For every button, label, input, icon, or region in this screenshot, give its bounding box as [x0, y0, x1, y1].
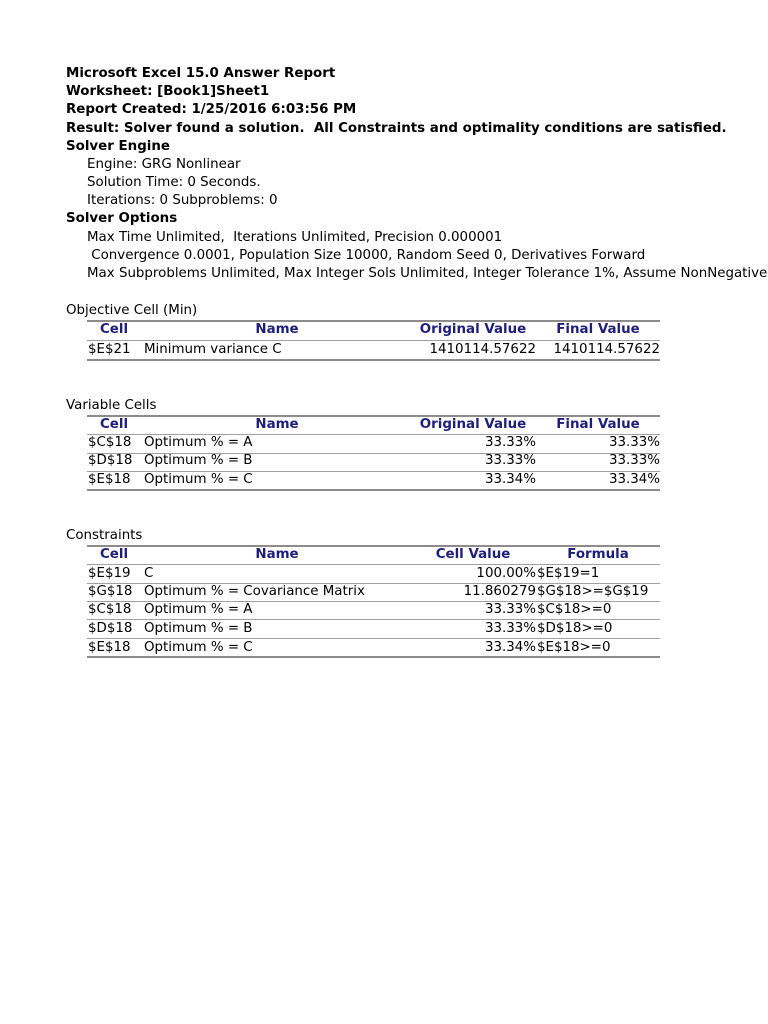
row-cell: $G$18	[88, 584, 133, 599]
row-cell: $D$18	[88, 453, 133, 468]
row-name: Optimum % = C	[144, 472, 253, 487]
header-cell: Cell	[99, 322, 129, 337]
row-original-value: 33.34%	[484, 472, 536, 487]
row-cell-value: 33.33%	[484, 621, 536, 636]
header-original-value: Original Value	[419, 417, 527, 432]
row-formula: $E$19=1	[537, 566, 600, 581]
row-name: Optimum % = A	[144, 435, 253, 450]
solver-options-heading: Solver Options	[66, 211, 178, 226]
constraints-section-label: Constraints	[66, 528, 143, 543]
objective-section-label: Objective Cell (Min)	[66, 303, 198, 318]
variables-section-label: Variable Cells	[66, 398, 157, 413]
row-final-value: 1410114.57622	[553, 342, 660, 357]
row-cell-value: 11.860279	[463, 584, 536, 599]
header-name: Name	[255, 417, 299, 432]
report-title: Microsoft Excel 15.0 Answer Report	[66, 66, 336, 81]
header-original-value: Original Value	[419, 322, 527, 337]
row-cell-value: 100.00%	[476, 566, 536, 581]
row-name: Optimum % = B	[144, 621, 253, 636]
report-created: Report Created: 1/25/2016 6:03:56 PM	[66, 102, 357, 117]
options-line: Convergence 0.0001, Population Size 10000, Random Seed 0, Derivatives Forward	[87, 248, 646, 263]
row-formula: $C$18>=0	[537, 602, 612, 617]
header-formula: Formula	[567, 547, 629, 562]
row-cell: $E$19	[88, 566, 131, 581]
row-formula: $E$18>=0	[537, 640, 611, 655]
row-cell: $C$18	[88, 602, 132, 617]
row-cell: $D$18	[88, 621, 133, 636]
solver-engine-heading: Solver Engine	[66, 139, 170, 154]
row-final-value: 33.33%	[608, 435, 660, 450]
row-cell: $E$18	[88, 640, 131, 655]
header-name: Name	[255, 322, 299, 337]
table-bottom-rule	[87, 656, 660, 658]
header-name: Name	[255, 547, 299, 562]
options-line: Max Subproblems Unlimited, Max Integer Sols Unlimited, Integer Tolerance 1%, Assume NonNegative	[87, 266, 768, 281]
row-name: Optimum % = C	[144, 640, 253, 655]
header-cell: Cell	[99, 547, 129, 562]
row-original-value: 33.33%	[484, 435, 536, 450]
row-cell-value: 33.33%	[484, 602, 536, 617]
row-cell: $C$18	[88, 435, 132, 450]
row-name: C	[144, 566, 154, 581]
row-original-value: 33.33%	[484, 453, 536, 468]
row-name: Optimum % = A	[144, 602, 253, 617]
engine-line: Engine: GRG Nonlinear	[87, 157, 241, 172]
report-worksheet: Worksheet: [Book1]Sheet1	[66, 84, 270, 99]
iterations-line: Iterations: 0 Subproblems: 0	[87, 193, 278, 208]
solution-time-line: Solution Time: 0 Seconds.	[87, 175, 261, 190]
row-cell: $E$21	[88, 342, 131, 357]
header-final-value: Final Value	[556, 322, 640, 337]
row-name: Minimum variance C	[144, 342, 282, 357]
report-result: Result: Solver found a solution. All Constraints and optimality conditions are satisfied.	[66, 121, 727, 136]
row-name: Optimum % = B	[144, 453, 253, 468]
row-formula: $D$18>=0	[537, 621, 613, 636]
header-cell: Cell	[99, 417, 129, 432]
row-cell-value: 33.34%	[484, 640, 536, 655]
row-cell: $E$18	[88, 472, 131, 487]
header-cell-value: Cell Value	[435, 547, 511, 562]
row-original-value: 1410114.57622	[429, 342, 536, 357]
options-line: Max Time Unlimited, Iterations Unlimited, Precision 0.000001	[87, 230, 503, 245]
table-bottom-rule	[87, 359, 660, 361]
row-final-value: 33.33%	[608, 453, 660, 468]
table-bottom-rule	[87, 489, 660, 491]
row-formula: $G$18>=$G$19	[537, 584, 649, 599]
row-name: Optimum % = Covariance Matrix	[144, 584, 365, 599]
row-final-value: 33.34%	[608, 472, 660, 487]
header-final-value: Final Value	[556, 417, 640, 432]
